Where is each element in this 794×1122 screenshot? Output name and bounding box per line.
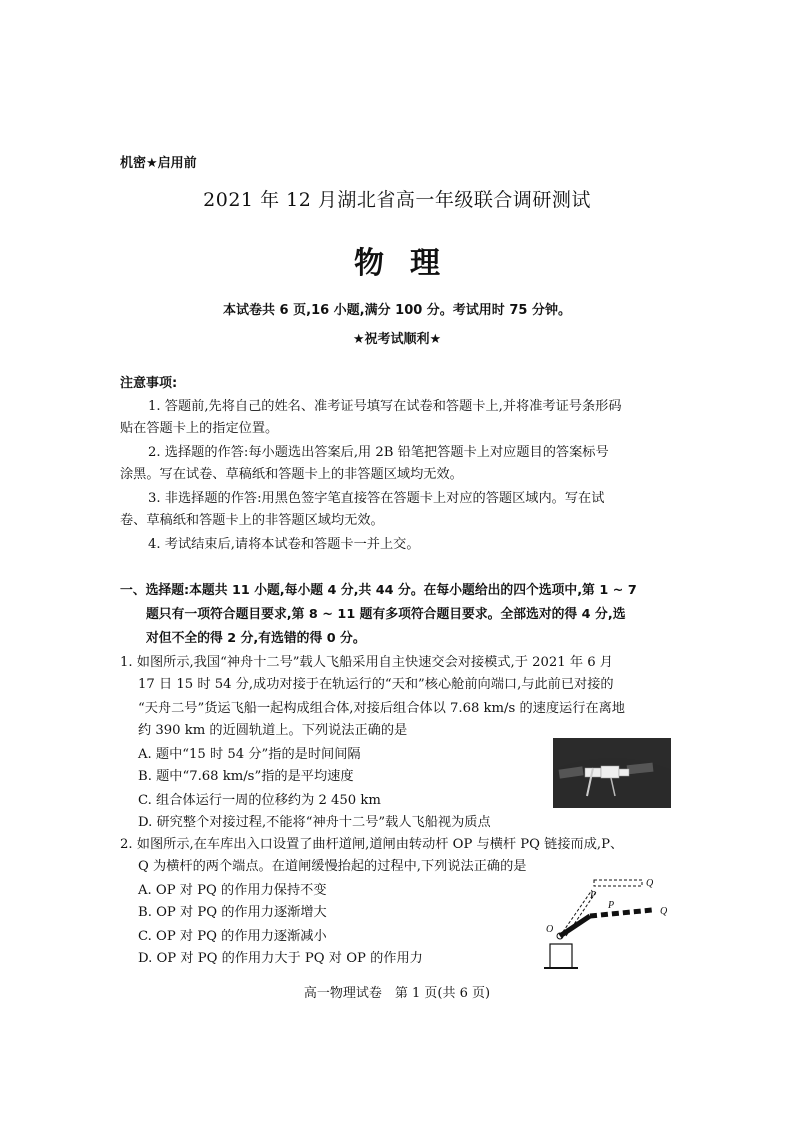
exam-title: 2021 年 12 月湖北省高一年级联合调研测试 [203,189,591,211]
page-footer: 高一物理试卷 第 1 页(共 6 页) [303,986,491,1001]
label-o: O [546,924,554,935]
section-heading-line: 题只有一项符合题目要求,第 8 ~ 11 题有多项符合题目要求。全部选对的得 4 分,选 [146,607,626,622]
q2-option-a: A. OP 对 PQ 的作用力保持不变 [138,883,327,898]
q1-option-c: C. 组合体运行一周的位移约为 2 450 km [138,793,381,808]
notes-line: 3. 非选择题的作答:用黑色签字笔直接答在答题卡上对应的答题区域内。写在试 [148,491,605,506]
q1-stem-line: “天舟二号”货运飞船一起构成组合体,对接后组合体以 7.68 km/s 的速度运行在离地 [138,701,625,716]
notes-heading: 注意事项: [120,376,178,391]
notes-line: 1. 答题前,先将自己的姓名、准考证号填写在试卷和答题卡上,并将准考证号条形码 [148,399,622,414]
q1-option-b: B. 题中“7.68 km/s”指的是平均速度 [138,769,354,784]
label-p: P [608,900,615,911]
q1-option-a: A. 题中“15 时 54 分”指的是时间间隔 [138,747,361,762]
q1-option-d: D. 研究整个对接过程,不能将“神舟十二号”载人飞船视为质点 [138,815,491,830]
notes-line: 涂黑。写在试卷、草稿纸和答题卡上的非答题区域均无效。 [120,467,463,482]
subject-title: 物理 [354,246,466,281]
q2-option-d: D. OP 对 PQ 的作用力大于 PQ 对 OP 的作用力 [138,951,423,966]
q2-stem-line: Q 为横杆的两个端点。在道闸缓慢抬起的过程中,下列说法正确的是 [138,859,527,874]
notes-line: 贴在答题卡上的指定位置。 [120,421,279,436]
section-heading-line: 对但不全的得 2 分,有选错的得 0 分。 [146,631,366,646]
label-q-raised: Q [646,878,654,889]
q2-option-b: B. OP 对 PQ 的作用力逐渐增大 [138,905,327,920]
space-station-photo [553,738,671,808]
q1-stem-line: 17 日 15 时 54 分,成功对接于在轨运行的“天和”核心舱前向端口,与此前已对接的 [138,677,614,692]
q2-option-c: C. OP 对 PQ 的作用力逐渐减小 [138,929,327,944]
confidential-label: 机密★启用前 [120,156,197,171]
exam-info: 本试卷共 6 页,16 小题,满分 100 分。考试用时 75 分钟。 [223,303,571,318]
notes-line: 2. 选择题的作答:每小题选出答案后,用 2B 铅笔把答题卡上对应题目的答案标号 [148,445,609,460]
notes-line: 4. 考试结束后,请将本试卷和答题卡一并上交。 [148,537,420,552]
barrier-gate-diagram [542,870,682,970]
section-heading-line: 一、选择题:本题共 11 小题,每小题 4 分,共 44 分。在每小题给出的四个选项中,第 1 ~ 7 [120,583,637,598]
label-q: Q [660,906,668,917]
notes-line: 卷、草稿纸和答题卡上的非答题区域均无效。 [120,513,384,528]
q2-stem-line: 2. 如图所示,在车库出入口设置了曲杆道闸,道闸由转动杆 OP 与横杆 PQ 链接而成,P、 [120,837,624,852]
label-p-raised: P [590,890,597,901]
q1-stem-line: 1. 如图所示,我国“神舟十二号”载人飞船采用自主快速交会对接模式,于 2021 年 6 月 [120,655,613,670]
q1-stem-line: 约 390 km 的近圆轨道上。下列说法正确的是 [138,723,408,738]
good-luck-line: ★祝考试顺利★ [352,332,442,347]
